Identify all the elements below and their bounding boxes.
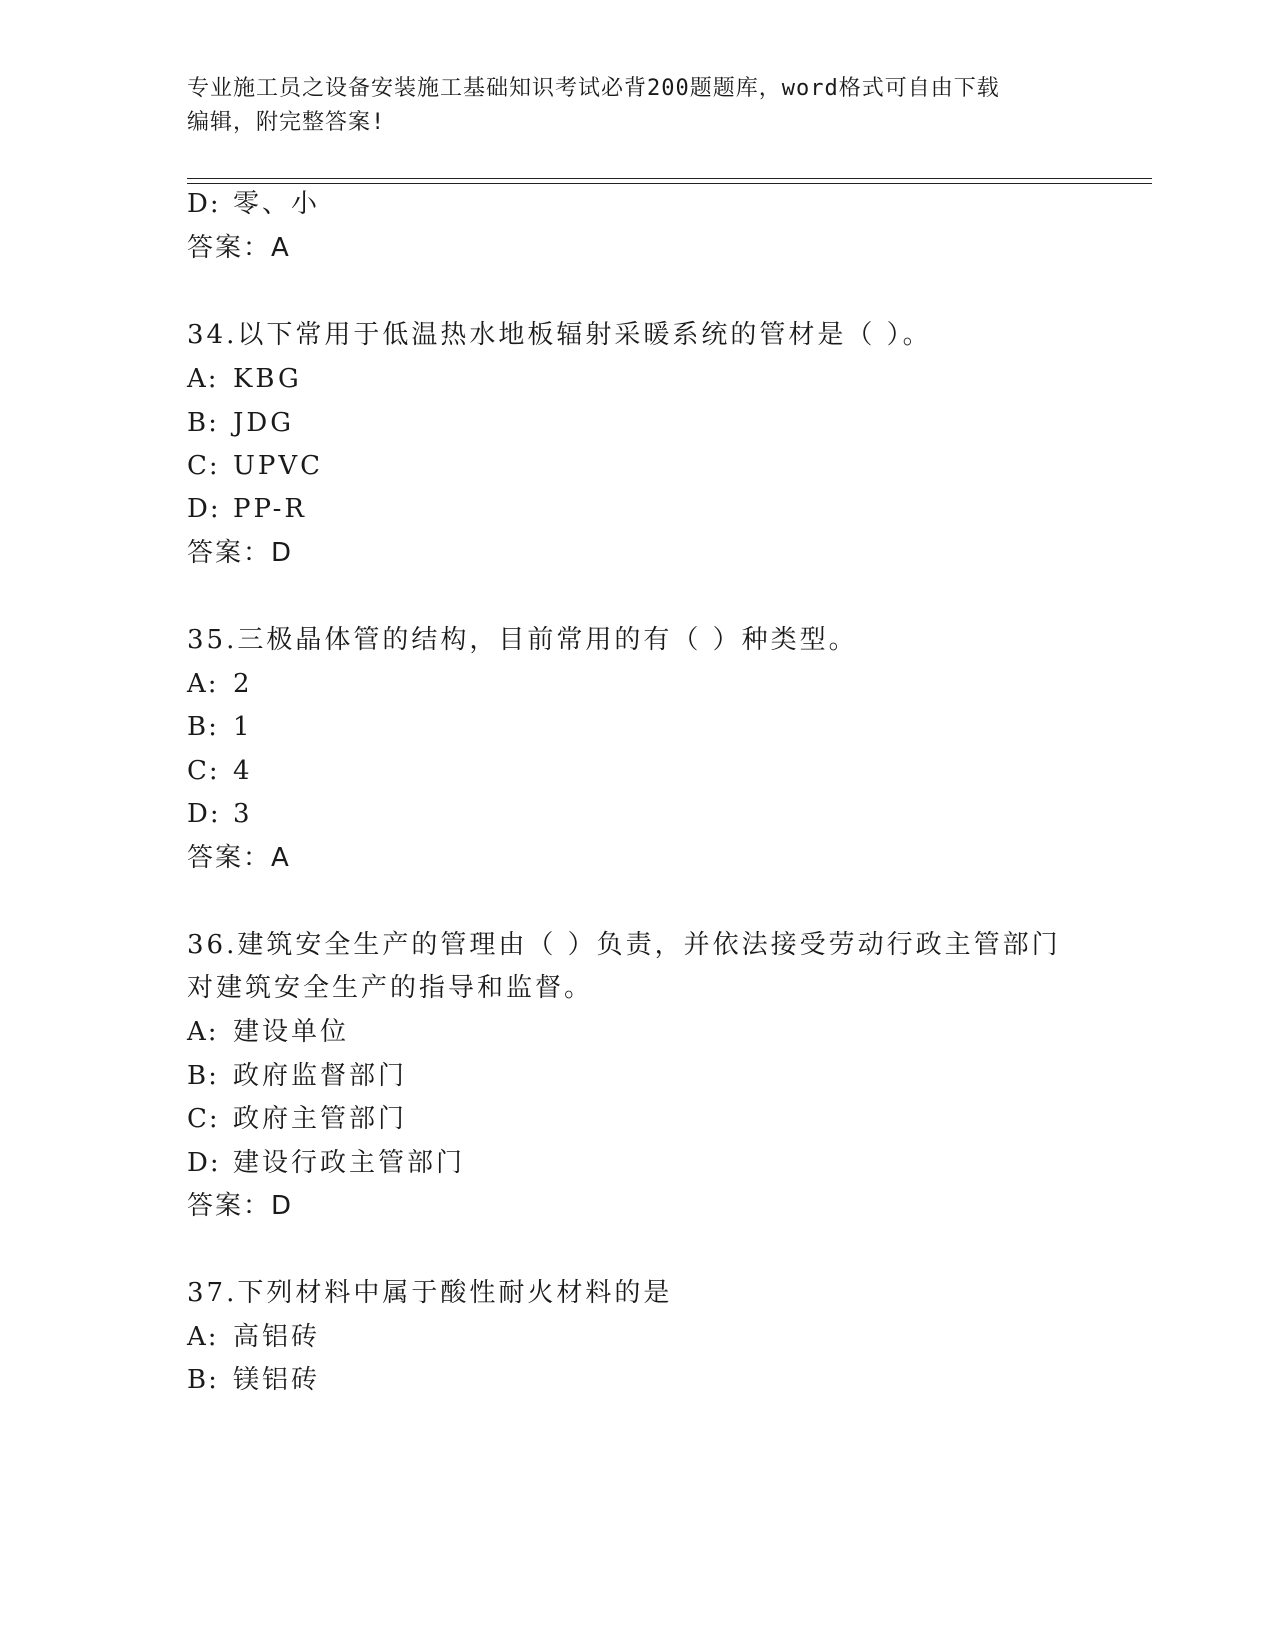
option-label: D: [187, 1148, 221, 1178]
option-a [187, 667, 253, 701]
answer-line: 答案：A [187, 233, 291, 263]
option-label: C: [187, 756, 220, 786]
option-a [187, 1015, 349, 1049]
option-text: 3 [233, 799, 253, 829]
option-b [187, 1059, 407, 1093]
question-title: 35.三极晶体管的结构，目前常用的有（ ）种类型。 [187, 625, 858, 655]
option-label: B: [187, 1365, 219, 1395]
option-label: B: [187, 408, 219, 438]
option-label: C: [187, 451, 220, 481]
option-b [187, 710, 253, 744]
option-text: UPVC [233, 451, 324, 481]
option-text: 4 [233, 756, 253, 786]
option-label: A: [187, 1017, 219, 1047]
option-text: 政府主管部门 [233, 1104, 408, 1134]
option-text: 高铝砖 [233, 1322, 321, 1352]
option-a [187, 1320, 320, 1354]
option-text: 零、小 [233, 189, 321, 219]
option-label: B: [187, 712, 219, 742]
option-label: D: [187, 494, 221, 524]
answer-line: 答案：A [187, 843, 291, 873]
option-d [187, 492, 307, 526]
option-label: A: [187, 364, 219, 394]
option-text: 1 [233, 712, 253, 742]
question-title-continued: 对建筑安全生产的指导和监督。 [187, 973, 594, 1003]
option-text: 镁铝砖 [233, 1365, 321, 1395]
question-title: 34.以下常用于低温热水地板辐射采暖系统的管材是（ ）。 [187, 320, 932, 350]
option-label: A: [187, 669, 219, 699]
answer-line: 答案：D [187, 1191, 294, 1221]
option-c [187, 449, 323, 483]
header-divider-bottom [187, 183, 1152, 184]
document-header [187, 72, 1087, 140]
option-d [187, 797, 253, 831]
option-c [187, 1102, 407, 1136]
option-label: D: [187, 189, 221, 219]
option-text: 建设行政主管部门 [233, 1148, 466, 1178]
option-label: C: [187, 1104, 220, 1134]
question-title: 37.下列材料中属于酸性耐火材料的是 [187, 1278, 673, 1308]
option-a [187, 362, 302, 396]
option-d [187, 1146, 465, 1180]
option-b [187, 1363, 320, 1397]
option-label: A: [187, 1322, 219, 1352]
option-text: 政府监督部门 [233, 1061, 408, 1091]
header-title-line-1: 专业施工员之设备安装施工基础知识考试必背200题题库，word格式可自由下载 [187, 76, 1000, 101]
answer-line: 答案：D [187, 538, 294, 568]
option-text: PP-R [233, 494, 307, 524]
header-title-line-2: 编辑，附完整答案! [187, 110, 386, 135]
header-divider-top [187, 178, 1152, 179]
question-title: 36.建筑安全生产的管理由（ ）负责，并依法接受劳动行政主管部门 [187, 930, 1061, 960]
option-d [187, 187, 320, 221]
option-text: 建设单位 [233, 1017, 350, 1047]
option-label: D: [187, 799, 221, 829]
option-c [187, 754, 253, 788]
option-text: 2 [233, 669, 253, 699]
option-label: B: [187, 1061, 219, 1091]
option-b [187, 406, 294, 440]
option-text: JDG [233, 408, 295, 438]
option-text: KBG [233, 364, 302, 394]
